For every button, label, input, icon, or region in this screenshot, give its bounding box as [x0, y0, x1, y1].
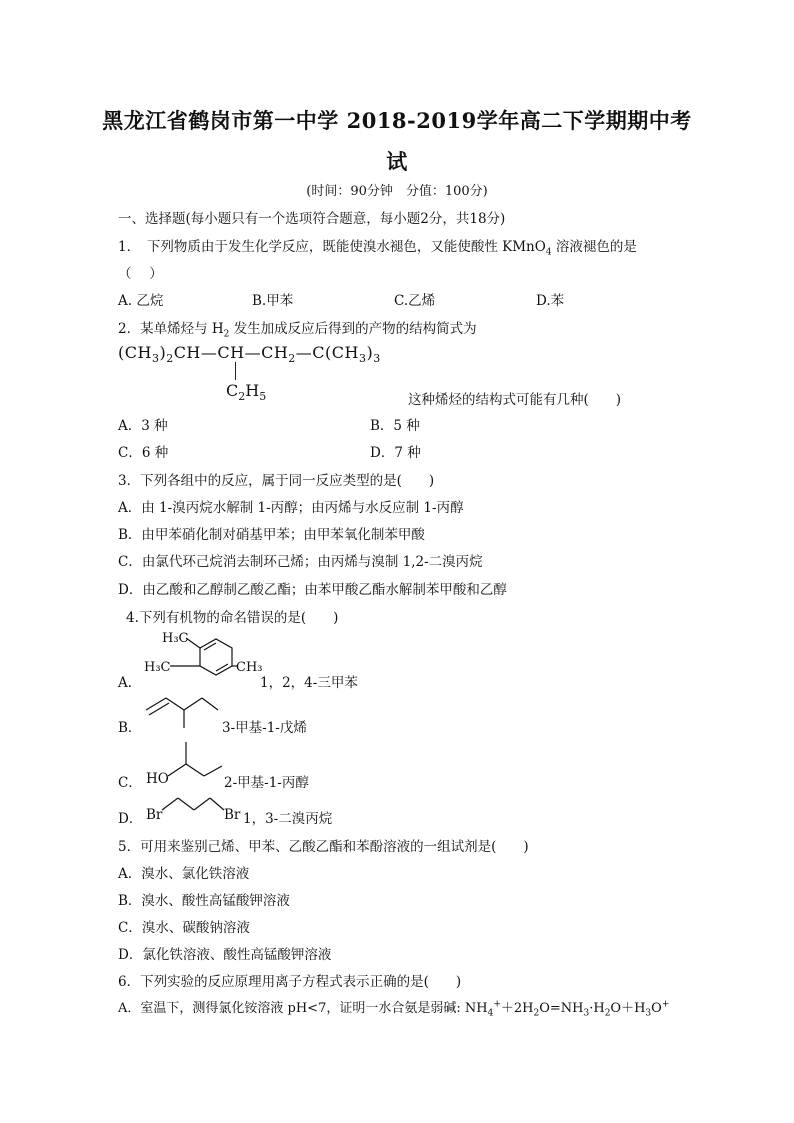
- page-title: 黑龙江省鹤岗市第一中学 2018-2019学年高二下学期期中考: [102, 108, 692, 133]
- q5-option-a: A．溴水、氯化铁溶液: [118, 866, 250, 882]
- exam-info: (时间：90分钟 分值：100分): [306, 184, 488, 199]
- ethyl-branch: $C_2H_5$: [226, 381, 267, 404]
- q5-option-d: D．氯化铁溶液、酸性高锰酸钾溶液: [118, 947, 332, 963]
- q6-option-a: A．室温下，测得氯化铵溶液 pH<7，证明一水合氨是弱碱: $NH_4^++2H_2O=NH_3\cdot H_2O+H_3O^+$: [118, 999, 670, 1019]
- q3-option-b: B．由甲苯硝化制对硝基甲苯；由甲苯氧化制苯甲酸: [118, 527, 425, 543]
- q4-option-b-label: B．: [118, 720, 142, 736]
- question-1-stem: 1． 下列物质由于发生化学反应，既能使溴水褪色，又能使酸性 KMnO$_4$ 溶液褪色的是: [118, 239, 637, 258]
- question-5-stem: 5．可用来鉴别己烯、甲苯、乙酸乙酯和苯酚溶液的一组试剂是( ): [118, 839, 529, 855]
- q1-option-d: D.苯: [536, 293, 565, 309]
- q3-option-a: A．由 1-溴丙烷水解制 1-丙醇；由丙烯与水反应制 1-丙醇: [118, 500, 464, 516]
- question-3-stem: 3．下列各组中的反应，属于同一反应类型的是( ): [118, 473, 435, 489]
- bromine-label-left: Br: [146, 807, 163, 823]
- q4-option-b-name: 3-甲基-1-戊烯: [222, 720, 307, 736]
- methyl-label-right: CH₃: [236, 660, 263, 675]
- q3-option-c: C．由氯代环己烷消去制环己烯；由丙烯与溴制 1,2-二溴丙烷: [118, 554, 483, 570]
- propanol-structure: [164, 738, 228, 784]
- q2-option-d: D．7 种: [370, 445, 421, 461]
- question-2-stem: 2．某单烯烃与 $H_2$ 发生加成反应后得到的产物的结构简式为: [118, 321, 477, 340]
- q3-option-d: D．由乙酸和乙醇制乙酸乙酯；由苯甲酸乙酯水解制苯甲酸和乙醇: [118, 582, 507, 598]
- hydroxyl-label: HO: [146, 771, 169, 787]
- trimethylbenzene-structure: [140, 626, 270, 686]
- bromine-label-right: Br: [224, 807, 241, 823]
- q4-option-d-label: D．: [118, 811, 143, 827]
- q4-option-d-name: 1，3-二溴丙烷: [243, 811, 333, 827]
- methyl-label-top: H₃C: [162, 631, 189, 646]
- q1-option-c: C.乙烯: [394, 293, 436, 309]
- q2-option-c: C．6 种: [118, 445, 169, 461]
- q2-option-a: A．3 种: [118, 418, 168, 434]
- branch-bond: [235, 362, 236, 380]
- q4-option-a-name: 1，2，4-三甲苯: [260, 675, 358, 691]
- question-1-paren: （ ）: [118, 266, 163, 282]
- question-4-stem: 4.下列有机物的命名错误的是( ): [126, 610, 339, 626]
- q1-option-a: A. 乙烷: [118, 293, 164, 309]
- question-2-ask: 这种烯烃的结构式可能有几种( ): [408, 392, 622, 408]
- question-6-stem: 6．下列实验的反应原理用离子方程式表示正确的是( ): [118, 974, 462, 990]
- structural-formula: $(CH_3)_2CH—CH—CH_2—C(CH_3)_3$: [118, 343, 381, 366]
- q4-option-c-label: C．: [118, 775, 142, 791]
- q2-option-b: B．5 种: [370, 418, 420, 434]
- q5-option-b: B．溴水、酸性高锰酸钾溶液: [118, 893, 290, 909]
- methyl-label-left: H₃C: [144, 660, 171, 675]
- pentene-structure: [142, 690, 222, 730]
- section-heading: 一、选择题(每小题只有一个选项符合题意，每小题2分，共18分): [118, 211, 506, 227]
- q1-option-b: B.甲苯: [252, 293, 294, 309]
- page-title-continued: 试: [386, 149, 408, 174]
- q4-option-c-name: 2-甲基-1-丙醇: [224, 775, 309, 791]
- dibromopropane-structure: [160, 794, 226, 816]
- q4-option-a-label: A．: [118, 675, 142, 691]
- q5-option-c: C．溴水、碳酸钠溶液: [118, 920, 250, 936]
